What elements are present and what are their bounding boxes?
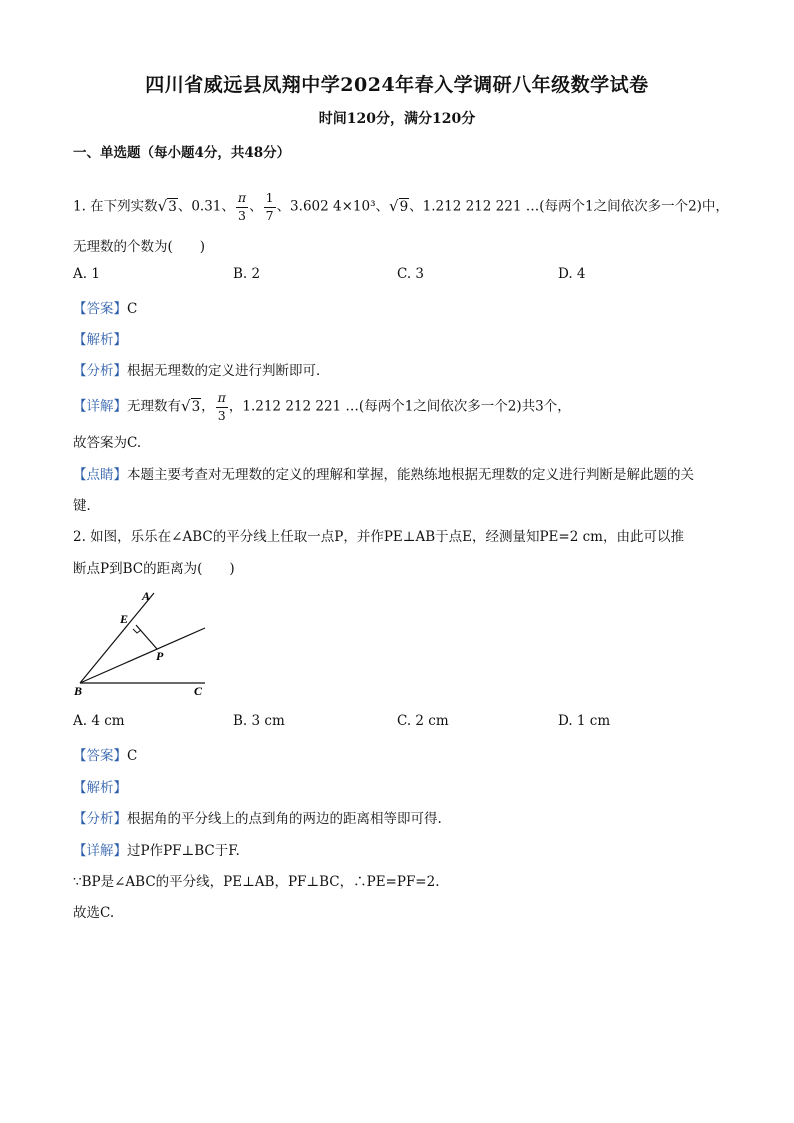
- label-a: A: [142, 589, 151, 603]
- q1-stem-line2: 无理数的个数为( ): [73, 239, 206, 255]
- page-subtitle: 时间120分，满分120分: [318, 111, 476, 127]
- q2-option-d: D. 1 cm: [558, 713, 611, 729]
- q1-fenxi: [73, 359, 330, 379]
- q2-fenxi: [73, 807, 442, 827]
- q2-analysis-tag: 【解析】: [73, 780, 127, 796]
- q1-comment: [73, 463, 694, 483]
- q2-option-c: C. 2 cm: [397, 713, 449, 729]
- q1-detail-tail: ，1.212 212 221 …(每两个1之间依次多一个2)共3个，: [228, 398, 571, 415]
- q2-option-b: B. 3 cm: [233, 713, 285, 729]
- q1-prefix: 1. 在下列实数: [73, 198, 158, 215]
- q2-proof: ∵BP是∠ABC的平分线，PE⊥AB，PF⊥BC，∴PE=PF=2.: [73, 874, 440, 890]
- q1-frac-1-7: $\frac{1}{7}$: [265, 190, 274, 223]
- segment-pe: [136, 625, 157, 649]
- page-title: 四川省威远县凤翔中学2024年春入学调研八年级数学试卷: [145, 74, 649, 96]
- q1-sep3: 、3.602 4×10³、: [276, 198, 389, 215]
- q1-frac-pi-3: $\frac{\pi}{3}$: [237, 190, 247, 223]
- label-b: B: [74, 684, 83, 697]
- q1-stem-line1: [73, 192, 729, 222]
- q1-option-c: C. 3: [397, 266, 425, 282]
- q2-detail: [73, 839, 240, 859]
- q2-answer-tag: 【答案】: [73, 748, 127, 764]
- q1-fenxi-tag: 【分析】: [73, 363, 127, 379]
- q2-conclusion: 故选C.: [73, 905, 115, 921]
- q2-stem-line2: 断点P到BC的距离为( ): [73, 561, 235, 577]
- q2-stem-line1: 2. 如图，乐乐在∠ABC的平分线上任取一点P，并作PE⊥AB于点E，经测量知PE=2 cm，由此可以推: [73, 529, 684, 545]
- q1-detail: [73, 392, 571, 422]
- q1-detail-tag: 【详解】: [73, 398, 127, 415]
- q1-detail-prefix: 无理数有: [127, 398, 181, 415]
- q2-answer: [73, 744, 137, 764]
- section-heading: 一、单选题（每小题4分，共48分）: [73, 145, 291, 161]
- q1-tail: 、1.212 212 221 …(每两个1之间依次多一个2)中，: [409, 198, 729, 215]
- label-p: P: [156, 649, 164, 663]
- q2-option-a: A. 4 cm: [73, 713, 125, 729]
- q1-sep2: 、: [249, 198, 263, 215]
- ray-ba: [80, 593, 154, 683]
- q1-option-d: D. 4: [558, 266, 586, 282]
- q1-detail-frac: $\frac{\pi}{3}$: [217, 390, 226, 423]
- q1-option-b: B. 2: [233, 266, 261, 282]
- q1-comment-line2: 键．: [73, 498, 100, 514]
- q1-sep1: 、0.31、: [177, 198, 235, 215]
- q1-conclusion: 故答案为C.: [73, 435, 142, 451]
- q1-fenxi-text: 根据无理数的定义进行判断即可．: [127, 363, 330, 379]
- q1-comment-tag: 【点睛】: [73, 467, 127, 483]
- label-e: E: [120, 612, 129, 626]
- label-c: C: [194, 684, 203, 697]
- q2-figure: [70, 585, 220, 697]
- q1-answer-value: C: [127, 301, 138, 317]
- q1-analysis-tag: 【解析】: [73, 332, 127, 348]
- q1-sqrt9: √9: [389, 196, 409, 215]
- q1-detail-sep: ，: [201, 398, 215, 415]
- q2-answer-value: C: [127, 748, 138, 764]
- q1-sqrt3: √3: [157, 196, 177, 215]
- q1-answer-tag: 【答案】: [73, 301, 127, 317]
- q1-detail-sqrt3: √3: [181, 396, 201, 415]
- q2-fenxi-tag: 【分析】: [73, 811, 127, 827]
- q2-detail-text: 过P作PF⊥BC于F.: [127, 843, 240, 859]
- q1-comment-line1: 本题主要考查对无理数的定义的理解和掌握，能熟练地根据无理数的定义进行判断是解此题的关: [127, 467, 694, 483]
- q2-fenxi-text: 根据角的平分线上的点到角的两边的距离相等即可得.: [127, 811, 442, 827]
- q1-answer: [73, 297, 137, 317]
- q2-detail-tag: 【详解】: [73, 843, 127, 859]
- bisector-bp: [80, 628, 205, 683]
- q1-option-a: A. 1: [73, 266, 100, 282]
